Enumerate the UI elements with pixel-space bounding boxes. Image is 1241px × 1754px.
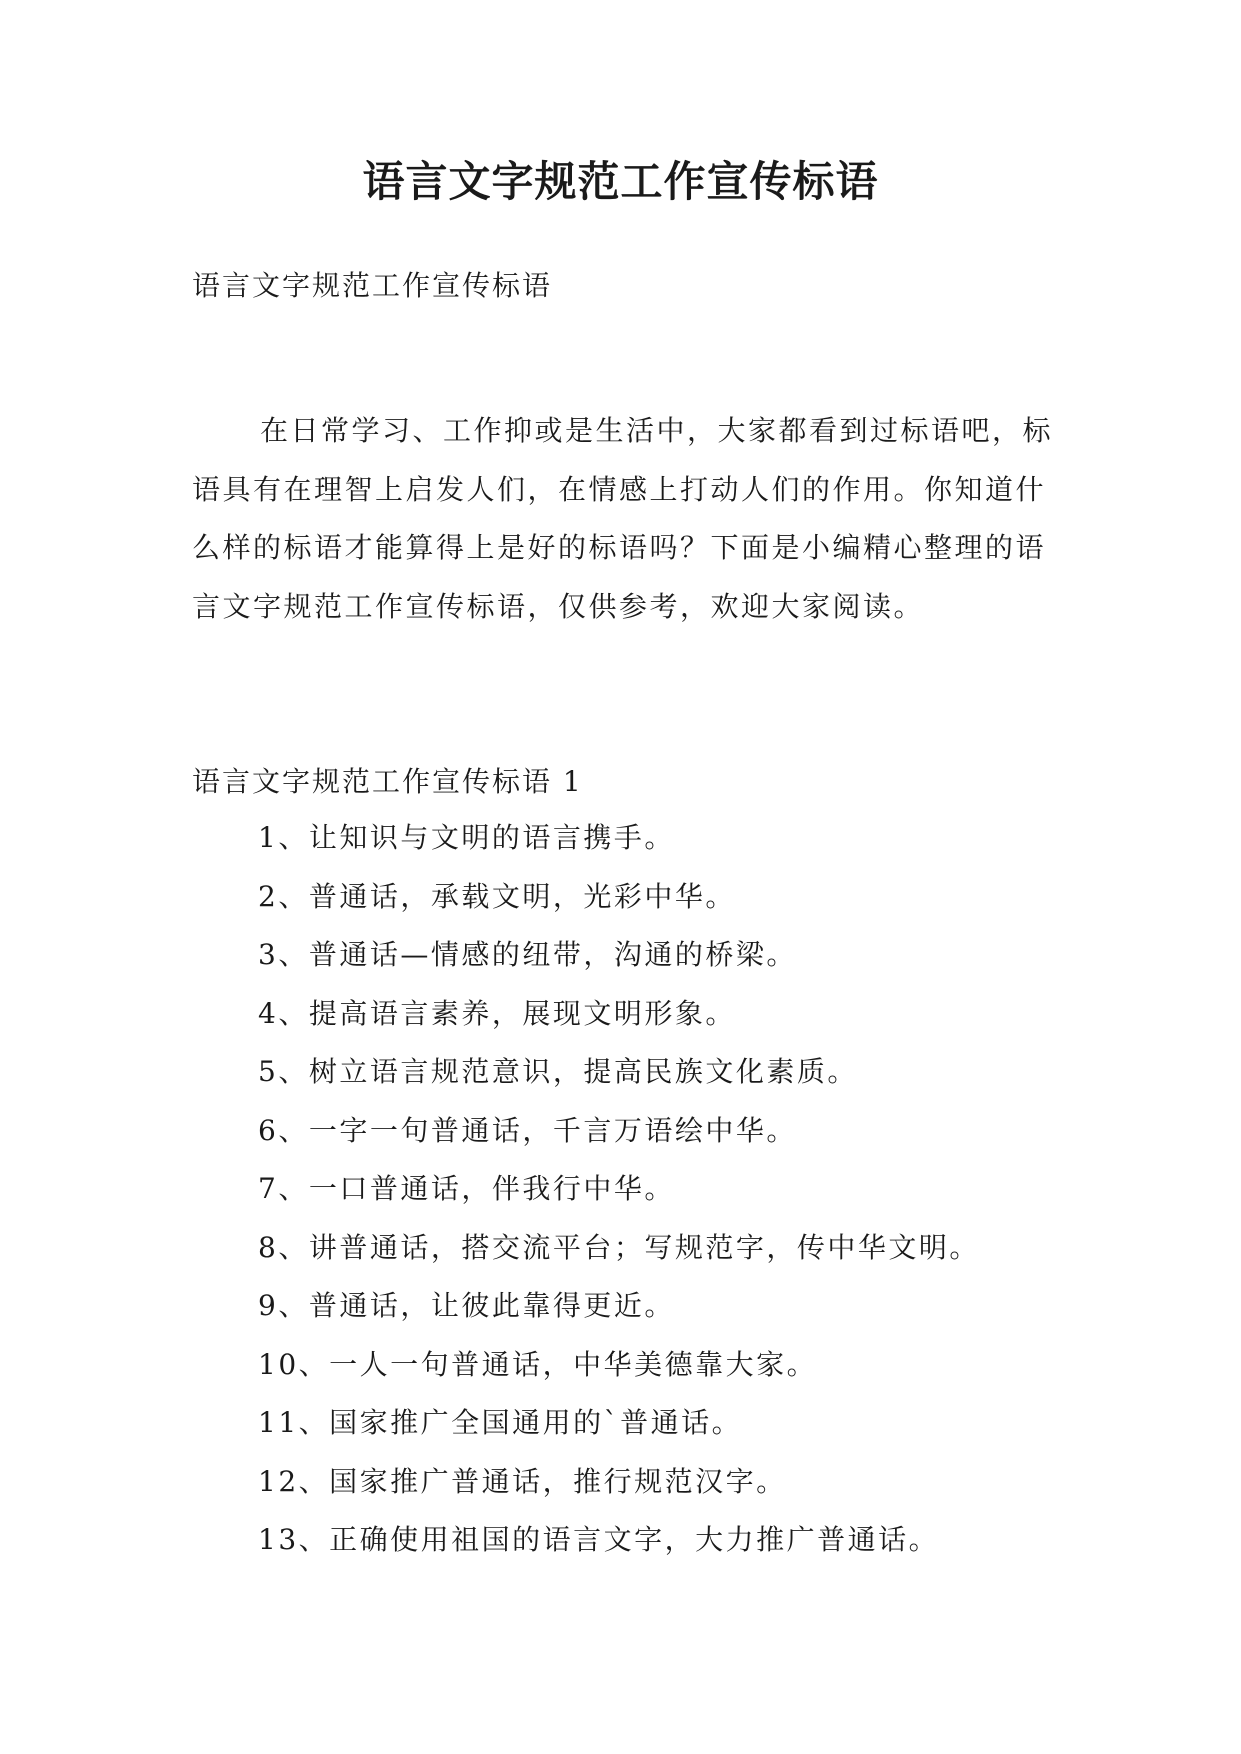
slogan-list xyxy=(258,818,980,1579)
slogan-item: 10、一人一句普通话，中华美德靠大家。 xyxy=(258,1347,818,1381)
slogan-item: 9、普通话，让彼此靠得更近。 xyxy=(258,1289,675,1322)
intro-paragraph: 在日常学习、工作抑或是生活中，大家都看到过标语吧，标语具有在理智上启发人们，在情感上打动人们的作用。你知道什么样的标语才能算得上是好的标语吗？下面是小编精心整理的语言文字规范工作宣传标语，仅供参考，欢迎大家阅读。 xyxy=(192,414,1054,623)
slogan-item: 1、让知识与文明的语言携手。 xyxy=(258,821,675,854)
slogan-item: 11、国家推广全国通用的`普通话。 xyxy=(258,1406,743,1439)
slogan-item: 3、普通话—情感的纽带，沟通的桥梁。 xyxy=(258,938,797,971)
slogan-item: 8、讲普通话，搭交流平台；写规范字，传中华文明。 xyxy=(258,1230,980,1264)
slogan-item: 5、树立语言规范意识，提高民族文化素质。 xyxy=(258,1055,858,1088)
document-subtitle: 语言文字规范工作宣传标语 xyxy=(192,269,553,302)
document-title: 语言文字规范工作宣传标语 xyxy=(362,157,879,206)
slogan-item: 12、国家推广普通话，推行规范汉字。 xyxy=(258,1464,787,1498)
slogan-item: 13、正确使用祖国的语言文字，大力推广普通话。 xyxy=(258,1523,940,1556)
slogan-item: 2、普通话，承载文明，光彩中华。 xyxy=(258,879,736,913)
slogan-item: 7、一口普通话，伴我行中华。 xyxy=(258,1172,675,1205)
slogan-item: 6、一字一句普通话，千言万语绘中华。 xyxy=(258,1113,797,1147)
slogan-item: 4、提高语言素养，展现文明形象。 xyxy=(258,996,736,1030)
section-heading: 语言文字规范工作宣传标语 1 xyxy=(192,765,583,798)
